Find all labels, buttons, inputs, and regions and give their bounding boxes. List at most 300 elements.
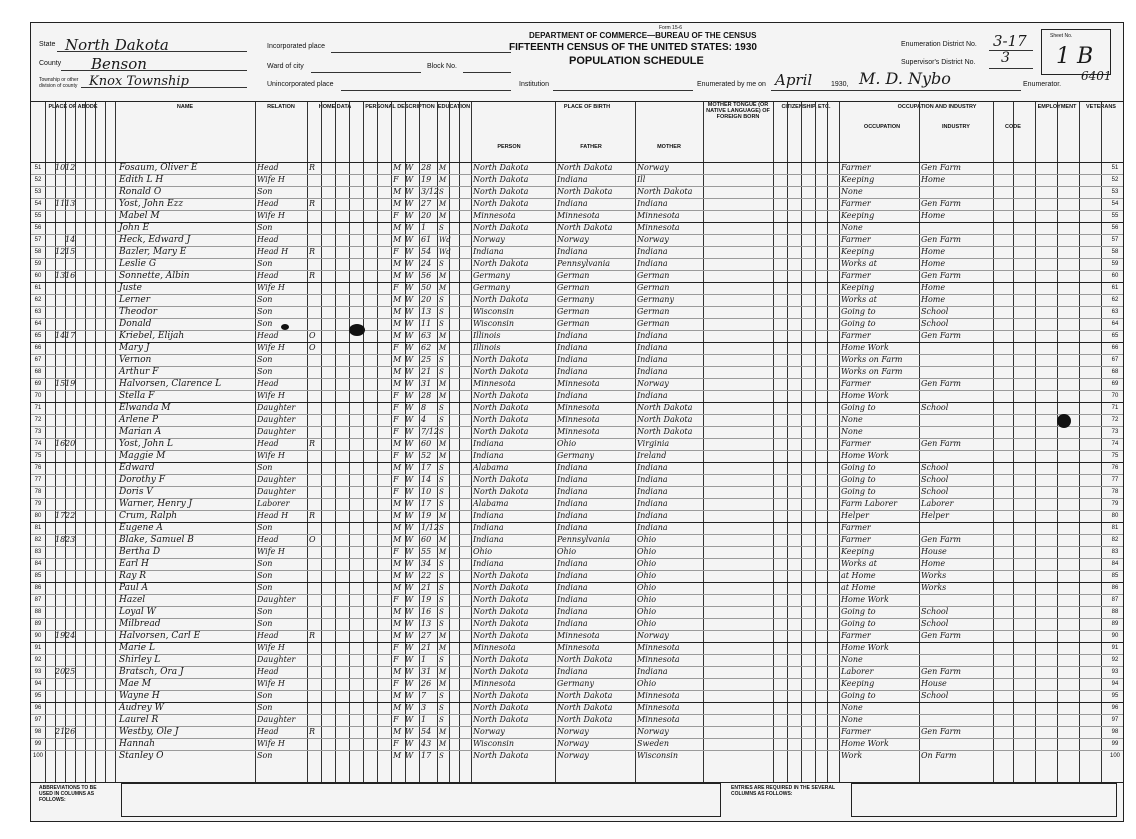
cell-mar: M bbox=[439, 536, 447, 544]
cell-age: 24 bbox=[421, 259, 432, 268]
cell-mother: Indiana bbox=[637, 487, 668, 496]
cell-name: Blake, Samuel B bbox=[119, 535, 194, 545]
cell-race: W bbox=[405, 355, 414, 364]
cell-mar: S bbox=[439, 428, 444, 436]
cell-fam: 14 bbox=[65, 235, 76, 244]
cell-own: R bbox=[309, 199, 316, 208]
cell-ind: Gen Farm bbox=[921, 199, 962, 208]
cell-rel: Head bbox=[257, 535, 279, 544]
column-rule bbox=[1013, 102, 1014, 782]
cell-rel: Head bbox=[257, 271, 279, 280]
cell-birth: North Dakota bbox=[473, 715, 529, 724]
cell-rel: Head bbox=[257, 331, 279, 340]
cell-dw: 14 bbox=[55, 331, 66, 340]
cell-dw: 18 bbox=[55, 535, 66, 544]
cell-mother: Ohio bbox=[637, 535, 657, 544]
cell-name: Hazel bbox=[119, 595, 146, 605]
unincorporated-label: Unincorporated place bbox=[267, 81, 334, 88]
enumerated-label: Enumerated by me on bbox=[697, 81, 766, 88]
cell-occ: Farmer bbox=[841, 727, 871, 736]
cell-mother: North Dakota bbox=[637, 415, 693, 424]
cell-race: W bbox=[405, 271, 414, 280]
cell-race: W bbox=[405, 163, 414, 172]
column-rule bbox=[115, 102, 116, 782]
cell-occ: Farmer bbox=[841, 235, 871, 244]
state-value: North Dakota bbox=[65, 36, 169, 54]
census-sheet bbox=[30, 22, 1124, 822]
cell-mother: Indiana bbox=[637, 511, 668, 520]
cell-own: O bbox=[309, 343, 316, 352]
cell-ind: Works bbox=[921, 583, 947, 592]
cell-ind: House bbox=[921, 679, 947, 688]
cell-age: 10 bbox=[421, 487, 432, 496]
row-number-right: 65 bbox=[1111, 333, 1119, 339]
cell-name: Donald bbox=[119, 319, 152, 329]
cell-rel: Daughter bbox=[257, 595, 296, 604]
row-number: 53 bbox=[34, 189, 42, 195]
cell-race: W bbox=[405, 247, 414, 256]
cell-ind: Home bbox=[921, 295, 946, 304]
cell-occ: Going to bbox=[841, 475, 876, 484]
cell-occ: Works on Farm bbox=[841, 355, 903, 364]
cell-birth: North Dakota bbox=[473, 703, 529, 712]
column-rule bbox=[459, 102, 460, 782]
cell-birth: North Dakota bbox=[473, 619, 529, 628]
cell-occ: Keeping bbox=[841, 175, 875, 184]
cell-own: R bbox=[309, 631, 316, 640]
cell-ind: School bbox=[921, 487, 949, 496]
cell-mother: Sweden bbox=[637, 739, 670, 748]
cell-age: 25 bbox=[421, 355, 432, 364]
cell-age: 4 bbox=[421, 415, 427, 424]
stamp-number: 6401 bbox=[1081, 69, 1112, 83]
row-number-right: 100 bbox=[1109, 753, 1120, 759]
cell-father: Indiana bbox=[557, 463, 588, 472]
cell-father: Germany bbox=[557, 451, 594, 460]
cell-rel: Head bbox=[257, 631, 279, 640]
cell-sex: F bbox=[393, 343, 399, 352]
cell-race: W bbox=[405, 451, 414, 460]
cell-age: 8 bbox=[421, 403, 427, 412]
cell-race: W bbox=[405, 295, 414, 304]
cell-age: 3/12 bbox=[421, 187, 439, 196]
row-number-right: 78 bbox=[1111, 489, 1119, 495]
row-number: 98 bbox=[34, 729, 42, 735]
cell-sex: F bbox=[393, 403, 399, 412]
cell-birth: Alabama bbox=[473, 463, 509, 472]
cell-birth: North Dakota bbox=[473, 187, 529, 196]
cell-mother: Norway bbox=[637, 163, 669, 172]
row-number: 81 bbox=[34, 525, 42, 531]
cell-birth: Illinois bbox=[473, 331, 501, 340]
cell-ind: Home bbox=[921, 211, 946, 220]
cell-rel: Son bbox=[257, 307, 273, 316]
cell-occ: Home Work bbox=[841, 595, 889, 604]
cell-name: Shirley L bbox=[119, 655, 161, 665]
cell-name: Warner, Henry J bbox=[119, 499, 193, 509]
cell-birth: Wisconsin bbox=[473, 319, 515, 328]
cell-occ: Farmer bbox=[841, 535, 871, 544]
sheet-label: Sheet No. bbox=[1050, 33, 1073, 39]
cell-birth: Minnesota bbox=[473, 679, 516, 688]
cell-birth: Indiana bbox=[473, 451, 504, 460]
cell-name: Stanley O bbox=[119, 751, 164, 761]
cell-sex: M bbox=[393, 295, 402, 304]
row-number: 100 bbox=[32, 753, 43, 759]
cell-mother: German bbox=[637, 319, 670, 328]
row-number-right: 93 bbox=[1111, 669, 1119, 675]
cell-occ: Home Work bbox=[841, 391, 889, 400]
cell-rel: Son bbox=[257, 559, 273, 568]
cell-age: 13 bbox=[421, 307, 432, 316]
row-number-right: 79 bbox=[1111, 501, 1119, 507]
column-rule bbox=[555, 102, 556, 782]
row-number: 69 bbox=[34, 381, 42, 387]
column-rule bbox=[335, 102, 336, 782]
row-number-right: 64 bbox=[1111, 321, 1119, 327]
cell-sex: F bbox=[393, 451, 399, 460]
cell-rel: Son bbox=[257, 691, 273, 700]
cell-name: Juste bbox=[119, 283, 142, 293]
cell-occ: Keeping bbox=[841, 679, 875, 688]
cell-mother: Ohio bbox=[637, 547, 657, 556]
cell-age: 21 bbox=[421, 643, 432, 652]
cell-sex: F bbox=[393, 547, 399, 556]
row-number: 95 bbox=[34, 693, 42, 699]
cell-father: Pennsylvania bbox=[557, 259, 611, 268]
row-number: 56 bbox=[34, 225, 42, 231]
cell-age: 28 bbox=[421, 391, 432, 400]
row-number-right: 97 bbox=[1111, 717, 1119, 723]
cell-birth: Alabama bbox=[473, 499, 509, 508]
cell-mar: M bbox=[439, 380, 447, 388]
census-title: FIFTEENTH CENSUS OF THE UNITED STATES: 1930 bbox=[509, 42, 757, 53]
cell-mar: M bbox=[439, 668, 447, 676]
cell-age: 20 bbox=[421, 295, 432, 304]
cell-father: Norway bbox=[557, 739, 589, 748]
cell-sex: F bbox=[393, 655, 399, 664]
cell-birth: Indiana bbox=[473, 523, 504, 532]
column-rule bbox=[1079, 102, 1080, 782]
cell-mar: S bbox=[439, 560, 444, 568]
cell-name: Elwanda M bbox=[119, 403, 171, 413]
cell-sex: F bbox=[393, 643, 399, 652]
row-number-right: 70 bbox=[1111, 393, 1119, 399]
cell-sex: F bbox=[393, 391, 399, 400]
cell-name: Milbread bbox=[119, 619, 161, 629]
cell-race: W bbox=[405, 199, 414, 208]
cell-mar: S bbox=[439, 596, 444, 604]
cell-ind: Gen Farm bbox=[921, 379, 962, 388]
cell-name: Ronald O bbox=[119, 187, 162, 197]
cell-mother: Norway bbox=[637, 379, 669, 388]
cell-mar: M bbox=[439, 440, 447, 448]
row-number-right: 76 bbox=[1111, 465, 1119, 471]
cell-ind: Gen Farm bbox=[921, 271, 962, 280]
cell-mar: M bbox=[439, 344, 447, 352]
cell-birth: Indiana bbox=[473, 511, 504, 520]
cell-name: Paul A bbox=[119, 583, 149, 593]
cell-age: 13 bbox=[421, 619, 432, 628]
cell-dw: 20 bbox=[55, 667, 66, 676]
cell-sex: F bbox=[393, 595, 399, 604]
sheet-value: 1 B bbox=[1056, 44, 1094, 69]
cell-mother: Ohio bbox=[637, 559, 657, 568]
cell-occ: Going to bbox=[841, 403, 876, 412]
cell-birth: North Dakota bbox=[473, 367, 529, 376]
row-number-right: 85 bbox=[1111, 573, 1119, 579]
cell-dw: 19 bbox=[55, 631, 66, 640]
row-number: 54 bbox=[34, 201, 42, 207]
cell-name: Theodor bbox=[119, 307, 158, 317]
cell-sex: M bbox=[393, 691, 402, 700]
cell-race: W bbox=[405, 631, 414, 640]
row-number: 93 bbox=[34, 669, 42, 675]
cell-age: 7 bbox=[421, 691, 427, 700]
row-number-right: 58 bbox=[1111, 249, 1119, 255]
row-number: 60 bbox=[34, 273, 42, 279]
cell-dw: 15 bbox=[55, 379, 66, 388]
cell-age: 56 bbox=[421, 271, 432, 280]
row-number: 75 bbox=[34, 453, 42, 459]
cell-race: W bbox=[405, 223, 414, 232]
cell-own: R bbox=[309, 727, 316, 736]
row-number-right: 71 bbox=[1111, 405, 1119, 411]
row-number: 65 bbox=[34, 333, 42, 339]
abbreviations-box bbox=[121, 783, 721, 817]
cell-sex: M bbox=[393, 463, 402, 472]
cell-sex: F bbox=[393, 475, 399, 484]
cell-rel: Head bbox=[257, 727, 279, 736]
cell-mar: S bbox=[439, 188, 444, 196]
cell-birth: North Dakota bbox=[473, 175, 529, 184]
cell-birth: North Dakota bbox=[473, 607, 529, 616]
cell-father: Indiana bbox=[557, 199, 588, 208]
cell-birth: North Dakota bbox=[473, 163, 529, 172]
cell-sex: M bbox=[393, 607, 402, 616]
cell-mar: S bbox=[439, 524, 444, 532]
cell-name: Vernon bbox=[119, 355, 152, 365]
cell-mother: Minnesota bbox=[637, 715, 680, 724]
cell-father: North Dakota bbox=[557, 691, 613, 700]
cell-father: Indiana bbox=[557, 559, 588, 568]
cell-name: John E bbox=[119, 223, 150, 233]
cell-occ: Going to bbox=[841, 607, 876, 616]
group-place-of-abode: PLACE OF ABODE bbox=[48, 104, 98, 110]
cell-rel: Son bbox=[257, 751, 273, 760]
cell-race: W bbox=[405, 619, 414, 628]
cell-mother: Indiana bbox=[637, 259, 668, 268]
cell-rel: Wife H bbox=[257, 739, 285, 748]
cell-birth: Germany bbox=[473, 271, 510, 280]
cell-sex: M bbox=[393, 331, 402, 340]
row-number-right: 57 bbox=[1111, 237, 1119, 243]
cell-father: German bbox=[557, 319, 590, 328]
row-number-right: 63 bbox=[1111, 309, 1119, 315]
cell-rel: Son bbox=[257, 295, 273, 304]
row-number-right: 68 bbox=[1111, 369, 1119, 375]
cell-mar: M bbox=[439, 332, 447, 340]
column-rule bbox=[449, 102, 450, 782]
row-number: 52 bbox=[34, 177, 42, 183]
cell-sex: M bbox=[393, 559, 402, 568]
column-rule bbox=[85, 102, 86, 782]
cell-race: W bbox=[405, 595, 414, 604]
row-number: 66 bbox=[34, 345, 42, 351]
form-number: Form 15-6 bbox=[659, 25, 683, 31]
cell-name: Marian A bbox=[119, 427, 162, 437]
cell-name: Audrey W bbox=[119, 703, 164, 713]
cell-mother: North Dakota bbox=[637, 427, 693, 436]
cell-mar: S bbox=[439, 620, 444, 628]
column-rule bbox=[45, 102, 46, 782]
cell-occ: Farmer bbox=[841, 523, 871, 532]
row-number-right: 80 bbox=[1111, 513, 1119, 519]
cell-mother: Indiana bbox=[637, 667, 668, 676]
cell-fam: 15 bbox=[65, 247, 76, 256]
cell-race: W bbox=[405, 331, 414, 340]
cell-mar: M bbox=[439, 392, 447, 400]
cell-birth: North Dakota bbox=[473, 691, 529, 700]
cell-mar: M bbox=[439, 740, 447, 748]
subhead-industry: INDUSTRY bbox=[942, 124, 970, 130]
cell-mar: S bbox=[439, 752, 444, 760]
cell-father: German bbox=[557, 307, 590, 316]
ink-blot bbox=[281, 324, 289, 330]
cell-father: Indiana bbox=[557, 487, 588, 496]
row-number: 85 bbox=[34, 573, 42, 579]
cell-rel: Head bbox=[257, 163, 279, 172]
cell-mar: S bbox=[439, 488, 444, 496]
row-number: 57 bbox=[34, 237, 42, 243]
cell-sex: M bbox=[393, 511, 402, 520]
cell-race: W bbox=[405, 679, 414, 688]
cell-age: 7/12 bbox=[421, 427, 439, 436]
cell-father: Indiana bbox=[557, 583, 588, 592]
row-number: 51 bbox=[34, 165, 42, 171]
row-number-right: 77 bbox=[1111, 477, 1119, 483]
row-number-right: 54 bbox=[1111, 201, 1119, 207]
cell-sex: F bbox=[393, 715, 399, 724]
cell-name: Bazler, Mary E bbox=[119, 247, 187, 257]
entries-note: ENTRIES ARE REQUIRED IN THE SEVERAL COLUMNS AS FOLLOWS: bbox=[731, 785, 835, 797]
cell-mother: Ireland bbox=[637, 451, 667, 460]
cell-age: 52 bbox=[421, 451, 432, 460]
cell-sex: M bbox=[393, 379, 402, 388]
cell-father: Indiana bbox=[557, 175, 588, 184]
cell-race: W bbox=[405, 571, 414, 580]
cell-dw: 21 bbox=[55, 727, 66, 736]
column-rule bbox=[105, 102, 106, 782]
group-home-data: HOME DATA bbox=[318, 104, 352, 110]
cell-occ: None bbox=[841, 703, 863, 712]
cell-ind: School bbox=[921, 691, 949, 700]
cell-race: W bbox=[405, 391, 414, 400]
column-rule bbox=[437, 102, 438, 782]
cell-race: W bbox=[405, 211, 414, 220]
row-number-right: 55 bbox=[1111, 213, 1119, 219]
row-number: 70 bbox=[34, 393, 42, 399]
cell-birth: North Dakota bbox=[473, 583, 529, 592]
cell-rel: Laborer bbox=[257, 499, 290, 508]
row-number-right: 91 bbox=[1111, 645, 1119, 651]
schedule-title: POPULATION SCHEDULE bbox=[569, 55, 704, 67]
cell-birth: North Dakota bbox=[473, 391, 529, 400]
cell-own: R bbox=[309, 511, 316, 520]
cell-mar: M bbox=[439, 632, 447, 640]
cell-occ: None bbox=[841, 187, 863, 196]
cell-sex: M bbox=[393, 319, 402, 328]
cell-sex: M bbox=[393, 187, 402, 196]
cell-age: 14 bbox=[421, 475, 432, 484]
cell-name: Yost, John L bbox=[119, 439, 173, 449]
cell-age: 28 bbox=[421, 163, 432, 172]
cell-occ: Going to bbox=[841, 691, 876, 700]
state-label: State bbox=[39, 41, 56, 48]
cell-occ: Keeping bbox=[841, 283, 875, 292]
cell-race: W bbox=[405, 487, 414, 496]
row-number-right: 96 bbox=[1111, 705, 1119, 711]
cell-occ: None bbox=[841, 715, 863, 724]
cell-mother: Ohio bbox=[637, 583, 657, 592]
cell-age: 55 bbox=[421, 547, 432, 556]
cell-name: Hannah bbox=[119, 739, 155, 749]
cell-rel: Wife H bbox=[257, 175, 285, 184]
cell-father: Indiana bbox=[557, 595, 588, 604]
column-rule bbox=[1101, 102, 1102, 782]
cell-fam: 12 bbox=[65, 163, 76, 172]
cell-sex: F bbox=[393, 415, 399, 424]
cell-mar: S bbox=[439, 224, 444, 232]
subhead-occupation: OCCUPATION bbox=[863, 124, 901, 130]
subhead-mother: MOTHER bbox=[657, 144, 681, 150]
cell-mar: S bbox=[439, 404, 444, 412]
cell-race: W bbox=[405, 343, 414, 352]
cell-birth: Indiana bbox=[473, 439, 504, 448]
row-number-right: 84 bbox=[1111, 561, 1119, 567]
cell-mother: Indiana bbox=[637, 463, 668, 472]
group-name: NAME bbox=[176, 104, 194, 110]
cell-race: W bbox=[405, 547, 414, 556]
cell-ind: Helper bbox=[921, 511, 949, 520]
cell-race: W bbox=[405, 367, 414, 376]
cell-father: Minnesota bbox=[557, 403, 600, 412]
column-rule bbox=[801, 102, 802, 782]
cell-mar: S bbox=[439, 716, 444, 724]
cell-rel: Head bbox=[257, 439, 279, 448]
cell-birth: Minnesota bbox=[473, 211, 516, 220]
cell-occ: Farmer bbox=[841, 271, 871, 280]
cell-occ: Going to bbox=[841, 487, 876, 496]
cell-birth: North Dakota bbox=[473, 631, 529, 640]
cell-mother: Indiana bbox=[637, 391, 668, 400]
cell-name: Bratsch, Ora J bbox=[119, 667, 184, 677]
supervisor-label: Supervisor's District No. bbox=[901, 59, 976, 66]
cell-sex: M bbox=[393, 367, 402, 376]
cell-mother: Ohio bbox=[637, 679, 657, 688]
cell-father: German bbox=[557, 283, 590, 292]
cell-age: 43 bbox=[421, 739, 432, 748]
supervisor-value: 3 bbox=[1001, 50, 1010, 66]
cell-birth: North Dakota bbox=[473, 427, 529, 436]
cell-name: Halvorsen, Carl E bbox=[119, 631, 201, 641]
ink-blot bbox=[349, 324, 365, 336]
group-employment: EMPLOYMENT bbox=[1037, 104, 1077, 110]
cell-age: 31 bbox=[421, 379, 432, 388]
enumerator-value: M. D. Nybo bbox=[859, 69, 951, 88]
cell-ind: House bbox=[921, 547, 947, 556]
cell-rel: Son bbox=[257, 367, 273, 376]
